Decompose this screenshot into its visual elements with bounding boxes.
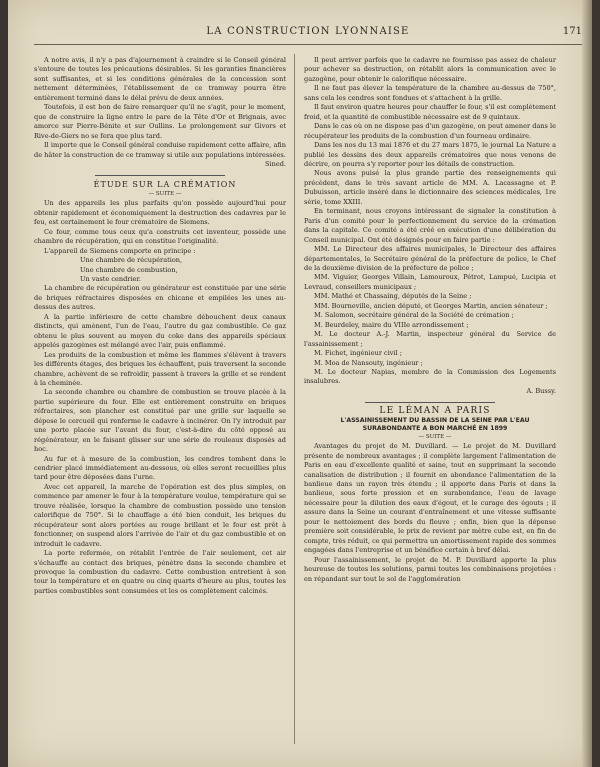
list-item: Une chambre de récupération, <box>80 256 183 265</box>
paragraph: La seconde chambre ou chambre de combustion se trouve placée à la partie supérieure du four. Elle est entièrement construite en briques réfractaires, son plancher est constitué par une grille sur laquelle se dépose le cercueil qui renferme le cadavre à incinérer. On l'y introduit par une porte placée sur l'avant du four, c'est-à-dire du côté opposé au régénérateur, en le faisant glisser sur une série de rouleaux disposés ad hoc. <box>34 388 286 454</box>
paragraph: Pour l'assainissement, le projet de M. P. Duvillard apporte la plus heureuse de toutes les solutions, parmi toutes les combinaisons projetées : en répandant sur tout le sol de l'agglomération <box>304 555 556 583</box>
paragraph: Il peut arriver parfois que le cadavre ne fournisse pas assez de chaleur pour achever sa destruction, on rétablit alors la communication avec le gazogène, pour obtenir le calorifique nécessaire. <box>304 56 556 83</box>
paragraph: M. Salomon, secrétaire général de la Société de crémation ; <box>314 311 514 320</box>
section-subtitle: L'ASSAINISSEMENT DU BASSIN DE LA SEINE PAR L'EAU <box>340 416 530 424</box>
paragraph: La porte refermée, on rétablit l'entrée de l'air seulement, cet air s'échauffe au contact des briques, pénètre dans la seconde chambre et provoque la combustion du cadavre. Cette combustion entretient à son tour la température et en quatre ou cinq quarts d'heure au plus, toutes les parties combustibles sont consumées et les os complètement calcinés. <box>34 549 286 595</box>
section-title: ÉTUDE SUR LA CRÉMATION <box>93 180 237 190</box>
signature: A. Bussy. <box>526 386 556 395</box>
section-subtitle: SURABONDANTE A BON MARCHÉ EN 1899 <box>362 424 508 432</box>
paragraph: Il faut environ quatre heures pour chauffer le four, s'il est complètement froid, et la quantité de combustible nécessaire est de 9 quintaux. <box>304 103 556 121</box>
paragraph: Au fur et à mesure de la combustion, les cendres tombent dans le cendrier placé immédiatement au-dessous, où elles seront recueillies plus tard pour être déposées dans l'urne. <box>34 454 286 482</box>
left-column <box>34 56 286 746</box>
paragraph: Avantages du projet de M. Duvillard. — Le projet de M. Duvillard présente de nombreux avantages ; il complète largement l'alimentation de Paris en eau d'excellente qualité et saine, tout en supprimant la seconde canalisation de distribution ; il fournit en abondance l'alimentation de la banlieue dans un rayon très étendu ; il apporte dans Paris et dans la banlieue, sous forte pression et en surabondance, l'eau de lavage nécessaire pour la dilution des eaux d'égout, et le curage des égouts ; il assure dans la Seine un courant d'entraînement et une vitesse suffisante pour le nettoiement des bords du fleuve ; enfin, bien que la dépense première soit considérable, le prix de revient par mètre cube est, en fin de compte, très réduit, ce qui permettra un amortissement rapide des sommes engagées dans l'entreprise et un bénéfice certain à bref délai. <box>304 442 556 555</box>
paragraph: Dans les nos du 13 mai 1876 et du 27 mars 1875, le journal La Nature a publié les dessins des deux appareils crématoires que nous venons de décrire, on pourra s'y reporter pour les détails de construction. <box>304 141 556 168</box>
section-sub: — SUITE — <box>148 190 182 197</box>
signature: Sined. <box>265 159 286 168</box>
paragraph: MM. Viguier, Georges Villain, Lamouroux, Pétrot, Lampué, Lucipia et Levraud, conseillers municipaux ; <box>304 273 556 291</box>
paragraph: M. Beurdeley, maire du VIIIe arrondissement ; <box>314 320 469 329</box>
paragraph: M. Moa de Nansouty, ingénieur ; <box>314 358 423 367</box>
column-divider <box>294 54 295 744</box>
paragraph: MM. Mathé et Chassaing, députés de la Seine ; <box>314 292 472 301</box>
binding-gutter <box>582 0 592 767</box>
section-title: LE LÉMAN A PARIS <box>379 406 491 417</box>
page-number: 171 <box>562 26 582 37</box>
paragraph: MM. Bourneville, ancien député, et Georges Martin, ancien sénateur ; <box>314 301 548 310</box>
list-item: Une chambre de combustion, <box>80 265 178 274</box>
paragraph: Avec cet appareil, la marche de l'opération est des plus simples, on commence par amener le four à la température voulue, température qui se trouve réalisée, lorsque la chambre de combustion possède une tension calorifique de 750°. Si le chauffage a été bien conduit, les briques du récupérateur sont alors portées au rouge brillant et le four est prêt à fonctionner, on suspend alors l'arrivée de l'air et du gaz combustible et on introduit le cadavre. <box>34 482 286 548</box>
paragraph: Dans le cas où on ne dispose pas d'un gazogène, on peut amener dans le récupérateur les produits de la combustion d'un fourneau ordinaire. <box>304 122 556 140</box>
paragraph: Ce four, comme tous ceux qu'a construits cet inventeur, possède une chambre de récupération, qui en constitue l'originalité. <box>34 227 286 246</box>
list-item: Un vaste cendrier. <box>80 274 141 283</box>
paragraph: Un des appareils les plus parfaits qu'on possède aujourd'hui pour obtenir rapidement et économiquement la destruction des cadavres par le feu, est certainement le four crématoire de Siemens. <box>34 199 286 227</box>
paragraph: Il importe que le Conseil général conduise rapidement cette affaire, afin de hâter la construction de ce tramway si utile aux populations intéressées. <box>34 141 286 159</box>
paragraph: Nous avons puisé la plus grande partie des renseignements qui précèdent, dans le très savant article de MM. A. Lacassagne et P. Dubuisson, article inséré dans le dictionnaire des sciences médicales, 1re série, tome XXIII. <box>304 169 556 206</box>
section-rule <box>95 175 225 176</box>
section-sub: — SUITE — <box>418 433 452 440</box>
paragraph: A notre avis, il n'y a pas d'ajournement à craindre si le Conseil général s'entoure de toutes les précautions désirables. Si les garanties financières sont suffisantes, et si les conditions générales de la concession sont nettement déterminées, l'établissement de ce tramway pourra être entièrement terminé dans le délai prévu de deux années. <box>34 56 286 102</box>
paragraph: En terminant, nous croyons intéressant de signaler la constitution à Paris d'un comité pour le perfectionnement du service de la crémation dans la capitale. Ce comité a été créé en exécution d'une délibération du Conseil municipal. Ont été désignés pour en faire partie : <box>304 207 556 244</box>
paragraph: M. Le docteur A.-J. Martin, inspecteur général du Service de l'assainissement ; <box>304 330 556 348</box>
newspaper-page <box>8 0 592 767</box>
paragraph: Toutefois, il est bon de faire remarquer qu'il ne s'agit, pour le moment, que de construire la ligne entre le pare de la Tête d'Or et Brignais, avec amorce sur Pierre-Bénite et sur Oullins. Le prolongement sur Givors et Rive-de-Giers no se fera que plus tard. <box>34 103 286 140</box>
paragraph: Il ne faut pas élever la température de la chambre au-dessus de 750°, sans cela les cendres sont fondues et s'attachent à la grille. <box>304 84 556 102</box>
journal-title: LA CONSTRUCTION LYONNAISE <box>206 26 410 37</box>
paragraph: La chambre de récupération ou générateur est constituée par une série de briques réfractaires disposées en chicane et empilées les unes au-dessus des autres. <box>34 284 286 312</box>
paragraph: MM. Le Directeur des affaires municipales, le Directeur des affaires départementales, le Secrétaire général de la préfecture de police, le Chef de la deuxième division de la préfecture de police ; <box>304 245 556 272</box>
section-rule <box>365 402 495 403</box>
paragraph: M. Le docteur Napias, membre de la Commission des Logements insalubres. <box>304 367 556 386</box>
paragraph: L'appareil de Siemens comporte en principe : <box>44 246 196 255</box>
paragraph: Les produits de la combustion et même les flammes s'élèvent à travers les différents étages, des briques les échauffent, puis traversent la seconde chambre, achèvent de se refroidir, passent à travers la grille et se rendent à la cheminée. <box>34 350 286 387</box>
paragraph: M. Fichet, ingénieur civil ; <box>314 349 402 358</box>
page-header <box>34 26 582 45</box>
right-column <box>304 56 556 746</box>
paragraph: A la partie inférieure de cette chambre débouchent deux canaux distincts, qui amènent, l'un de l'eau, l'autre du gaz combustible. Ce gaz obtenu le plus souvent au moyen du coke dans des appareils spéciaux appelés gazogènes est mélangé avec l'air, puis enflammé. <box>34 312 286 350</box>
